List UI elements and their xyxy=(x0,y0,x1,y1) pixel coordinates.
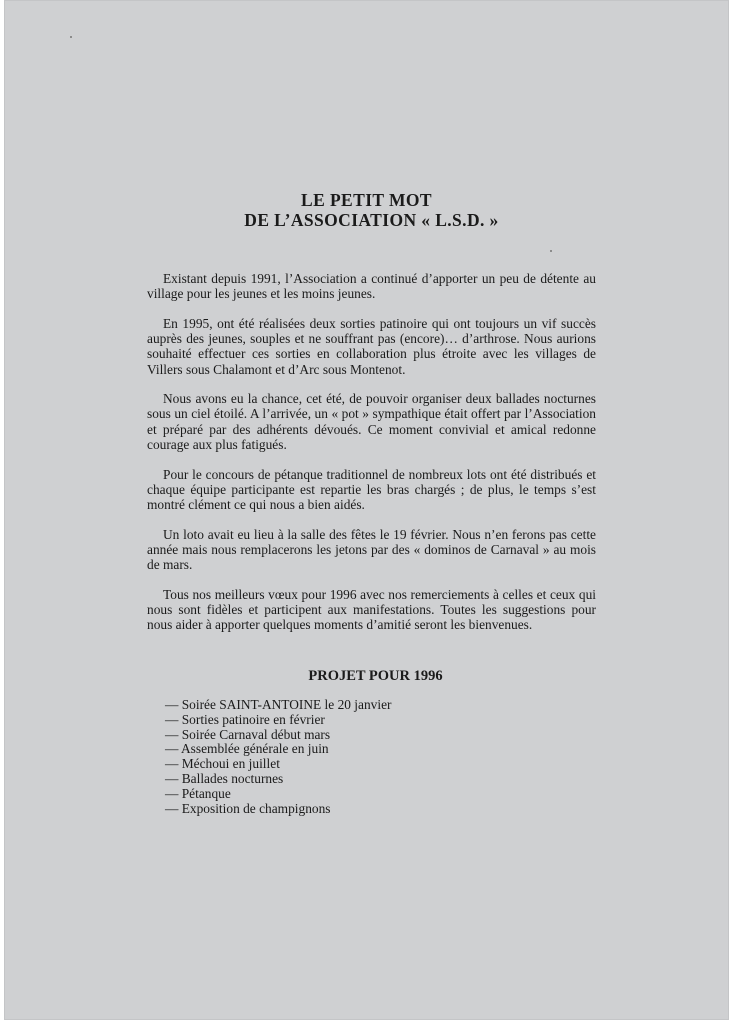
paragraph: Un loto avait eu lieu à la salle des fêtes le 19 février. Nous n’en ferons pas cette année mais nous remplacerons les jetons par des « dominos de Carnaval » au mois de mars. xyxy=(147,526,596,573)
list-item: — Ballades nocturnes xyxy=(165,770,284,786)
page-title xyxy=(0,190,733,230)
list-item: — Méchoui en juillet xyxy=(165,756,280,772)
paper-speck xyxy=(550,250,552,252)
paragraph: Nous avons eu la chance, cet été, de pouvoir organiser deux ballades nocturnes sous un ciel étoilé. A l’arrivée, un « pot » sympathique était offert par l’Association et préparé par des adhérents dévoués. Ce moment convivial et amical redonne courage aux plus fatigués. xyxy=(147,391,596,452)
paragraph: Existant depuis 1991, l’Association a continué d’apporter un peu de détente au village pour les jeunes et les moins jeunes. xyxy=(147,271,596,302)
article-body xyxy=(147,271,596,647)
list-item: — Assemblée générale en juin xyxy=(165,741,329,757)
title-line-2: DE L’ASSOCIATION « L.S.D. » xyxy=(244,210,499,230)
projet-list xyxy=(165,698,391,816)
title-line-1: LE PETIT MOT xyxy=(301,190,432,210)
paragraph: Tous nos meilleurs vœux pour 1996 avec nos remerciements à celles et ceux qui nous sont fidèles et participent aux manifestations. Toutes les suggestions pour nous aider à apporter quelques moments d’amitié seront les bienvenues. xyxy=(147,586,596,633)
paragraph: En 1995, ont été réalisées deux sorties patinoire qui ont toujours un vif succès auprès des jeunes, souples et ne souffrant pas (encore)… d’arthrose. Nous aurions souhaité effectuer ces sorties en collaboration plus étroite avec les villages de Villers sous Chalamont et d’Arc sous Montenot. xyxy=(147,315,596,377)
paper-speck xyxy=(70,36,72,38)
list-item: — Soirée SAINT-ANTOINE le 20 janvier xyxy=(165,697,392,712)
list-item: — Exposition de champignons xyxy=(165,800,331,816)
projet-heading: PROJET POUR 1996 xyxy=(308,668,443,684)
list-item: — Soirée Carnaval début mars xyxy=(165,726,331,742)
list-item: — Pétanque xyxy=(165,785,231,801)
paragraph: Pour le concours de pétanque traditionnel de nombreux lots ont été distribués et chaque équipe participante est repartie les bras chargés ; de plus, le temps s’est montré clément ce qui nous a bien aidés. xyxy=(147,466,596,512)
list-item: — Sorties patinoire en février xyxy=(165,711,325,727)
